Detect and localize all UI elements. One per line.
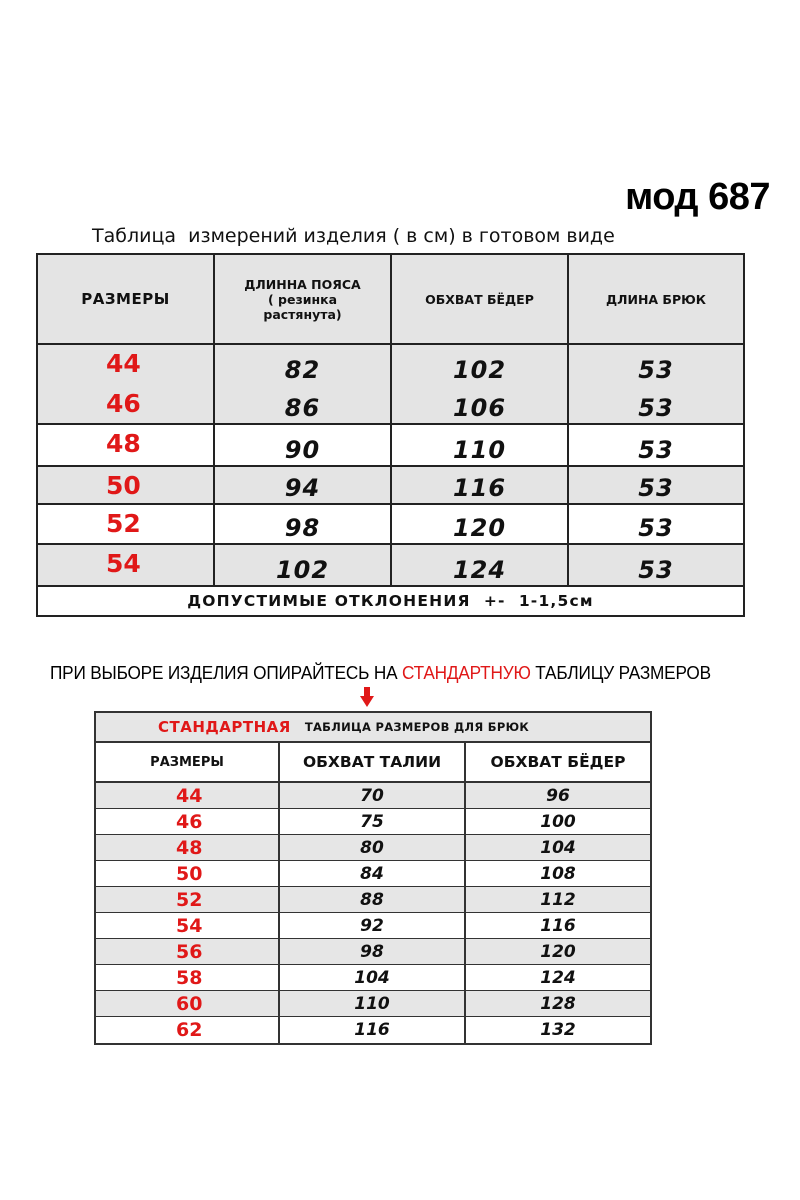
table-row: [96, 1017, 650, 1043]
hips-cell: 116: [540, 915, 576, 936]
header-waist-line2: ( резинка: [267, 291, 338, 307]
hips-cell: 96: [546, 785, 570, 806]
table-row: [96, 835, 650, 861]
header-length: ДЛИНА БРЮК: [605, 291, 707, 307]
length-cell: 53: [638, 556, 674, 584]
length-cell: 53: [638, 394, 674, 422]
hips-cell: 100: [540, 811, 576, 832]
waist-cell: 70: [280, 783, 466, 808]
standard-table-note: [50, 662, 711, 684]
table-row: [96, 887, 650, 913]
standard-title-rest: ТАБЛИЦА РАЗМЕРОВ ДЛЯ БРЮК: [304, 720, 530, 734]
table-row: [38, 385, 743, 425]
size-cell: 48: [96, 835, 280, 860]
hips-cell: 120: [540, 941, 576, 962]
waist-cell: 92: [280, 913, 466, 938]
size-cell: 46: [96, 809, 280, 834]
waist-cell: 104: [280, 965, 466, 990]
waist-cell: 90: [215, 425, 392, 465]
standard-title-red: СТАНДАРТНАЯ: [158, 718, 291, 736]
hips-cell: 128: [540, 993, 576, 1014]
header-waist: ОБХВАТ ТАЛИИ: [280, 743, 466, 781]
size-cell: 62: [96, 1017, 280, 1043]
size-cell: 52: [96, 887, 280, 912]
tolerance-note: ДОПУСТИМЫЕ ОТКЛОНЕНИЯ +- 1-1,5см: [38, 585, 743, 615]
standard-table-title: [96, 713, 650, 743]
size-cell: 50: [96, 861, 280, 886]
waist-cell: 98: [215, 505, 392, 543]
table-row: [38, 505, 743, 545]
standard-table-header: [96, 743, 650, 783]
table-row: [96, 783, 650, 809]
hips-cell: 124: [392, 545, 569, 585]
note-highlight: СТАНДАРТНУЮ: [401, 662, 531, 683]
length-cell: 53: [638, 356, 674, 384]
hips-cell: 108: [540, 863, 576, 884]
size-cell: 54: [96, 913, 280, 938]
header-waist-line3: растянута): [263, 306, 342, 322]
length-cell: 53: [638, 436, 674, 464]
table-row: [38, 465, 743, 505]
header-waist-length: [215, 255, 392, 343]
hips-cell: 120: [392, 505, 569, 543]
waist-cell: 75: [280, 809, 466, 834]
size-cell: 44: [38, 345, 215, 385]
header-hips: ОБХВАТ БЁДЕР: [392, 255, 569, 343]
size-cell: 54: [38, 545, 215, 585]
size-cell: 46: [38, 385, 215, 423]
size-cell: 60: [96, 991, 280, 1016]
table-row: [38, 545, 743, 585]
arrow-down-icon: [360, 687, 374, 707]
hips-cell: 106: [392, 385, 569, 423]
length-cell: 53: [638, 514, 674, 542]
measure-table-header: [38, 255, 743, 345]
measure-table: [36, 253, 745, 617]
size-cell: 48: [38, 425, 215, 465]
waist-cell: 86: [215, 385, 392, 423]
waist-cell: 110: [280, 991, 466, 1016]
model-number: мод 687: [625, 176, 770, 218]
standard-table-body: [96, 783, 650, 1043]
hips-cell: 110: [392, 425, 569, 465]
hips-cell: 112: [540, 889, 576, 910]
waist-cell: 102: [215, 545, 392, 585]
note-after: ТАБЛИЦУ РАЗМЕРОВ: [530, 662, 711, 683]
hips-cell: 102: [392, 345, 569, 385]
waist-cell: 82: [215, 345, 392, 385]
waist-cell: 94: [215, 467, 392, 503]
header-waist-line1: ДЛИННА ПОЯСА: [244, 276, 361, 292]
waist-cell: 80: [280, 835, 466, 860]
hips-cell: 124: [540, 967, 576, 988]
table-row: [38, 345, 743, 385]
length-cell: 53: [638, 474, 674, 502]
hips-cell: 116: [392, 467, 569, 503]
header-size: РАЗМЕРЫ: [96, 743, 280, 781]
measure-table-caption: Таблица измерений изделия ( в см) в готовом виде: [92, 225, 615, 247]
size-cell: 52: [38, 505, 215, 543]
standard-size-table: [94, 711, 652, 1045]
header-hips: ОБХВАТ БЁДЕР: [490, 753, 626, 771]
waist-cell: 84: [280, 861, 466, 886]
size-cell: 50: [38, 467, 215, 503]
hips-cell: 104: [540, 837, 576, 858]
table-row: [96, 965, 650, 991]
header-size: РАЗМЕРЫ: [38, 255, 215, 343]
waist-cell: 98: [280, 939, 466, 964]
table-row: [96, 991, 650, 1017]
waist-cell: 88: [280, 887, 466, 912]
table-row: [96, 913, 650, 939]
waist-cell: 116: [280, 1017, 466, 1043]
table-row: [96, 939, 650, 965]
table-row: [38, 425, 743, 465]
size-cell: 44: [96, 783, 280, 808]
size-cell: 58: [96, 965, 280, 990]
table-row: [96, 861, 650, 887]
hips-cell: 132: [540, 1020, 576, 1040]
table-row: [96, 809, 650, 835]
note-before: ПРИ ВЫБОРЕ ИЗДЕЛИЯ ОПИРАЙТЕСЬ НА: [50, 662, 402, 683]
size-cell: 56: [96, 939, 280, 964]
